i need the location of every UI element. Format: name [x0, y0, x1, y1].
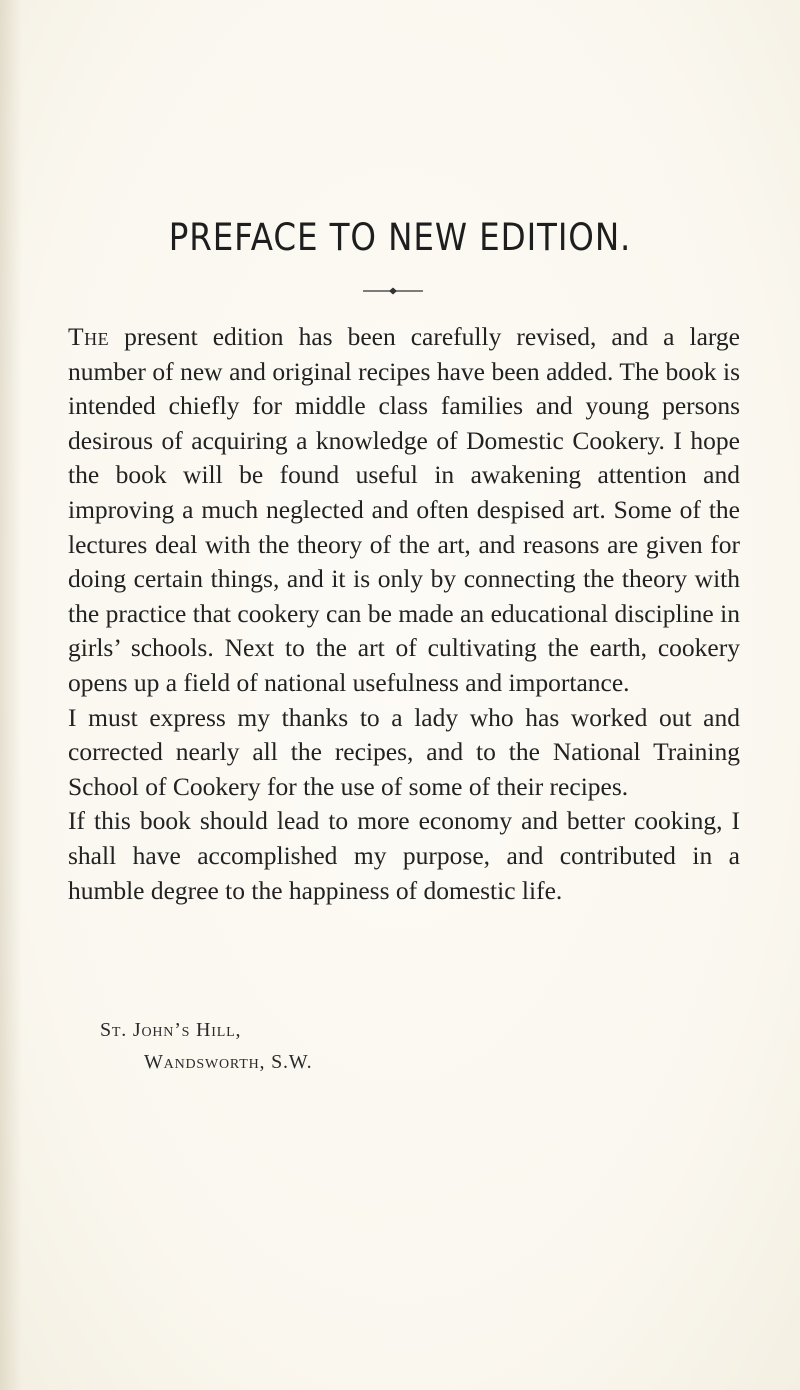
signature-block	[100, 1014, 312, 1078]
paragraph-1-lead: The	[68, 322, 110, 351]
paragraph-1-text: present edition has been carefully revised, and a large number of new and original recipes have been added. The book is intended chiefly for middle class families and young persons desirous of acquiring a knowledge of Domestic Cookery. I hope the book will be found useful in awakening attention and improving a much neglected and often despised art. Some of the lectures deal with the theory of the art, and reasons are given for doing certain things, and it is only by connecting the theory with the practice that cookery can be made an educational discipline in girls’ schools. Next to the art of cultivating the earth, cookery opens up a field of national usefulness and importance.	[68, 322, 740, 697]
paragraph-2: I must express my thanks to a lady who has worked out and corrected nearly all the recipes, and to the National Training School of Cookery for the use of some of their recipes.	[68, 702, 740, 801]
page-title: PREFACE TO NEW EDITION.	[168, 216, 632, 259]
signature-line-2: Wandsworth, S.W.	[144, 1051, 313, 1073]
paragraph-3: If this book should lead to more economy and better cooking, I shall have accomplished my purpose, and contributed in a humble degree to the happiness of domestic life.	[68, 806, 740, 905]
divider-ornament-icon	[363, 286, 423, 296]
paragraph-1	[68, 320, 740, 701]
page-gutter-shadow	[0, 0, 22, 1390]
preface-body	[68, 320, 740, 908]
signature-line-1: St. John’s Hill,	[100, 1019, 242, 1041]
